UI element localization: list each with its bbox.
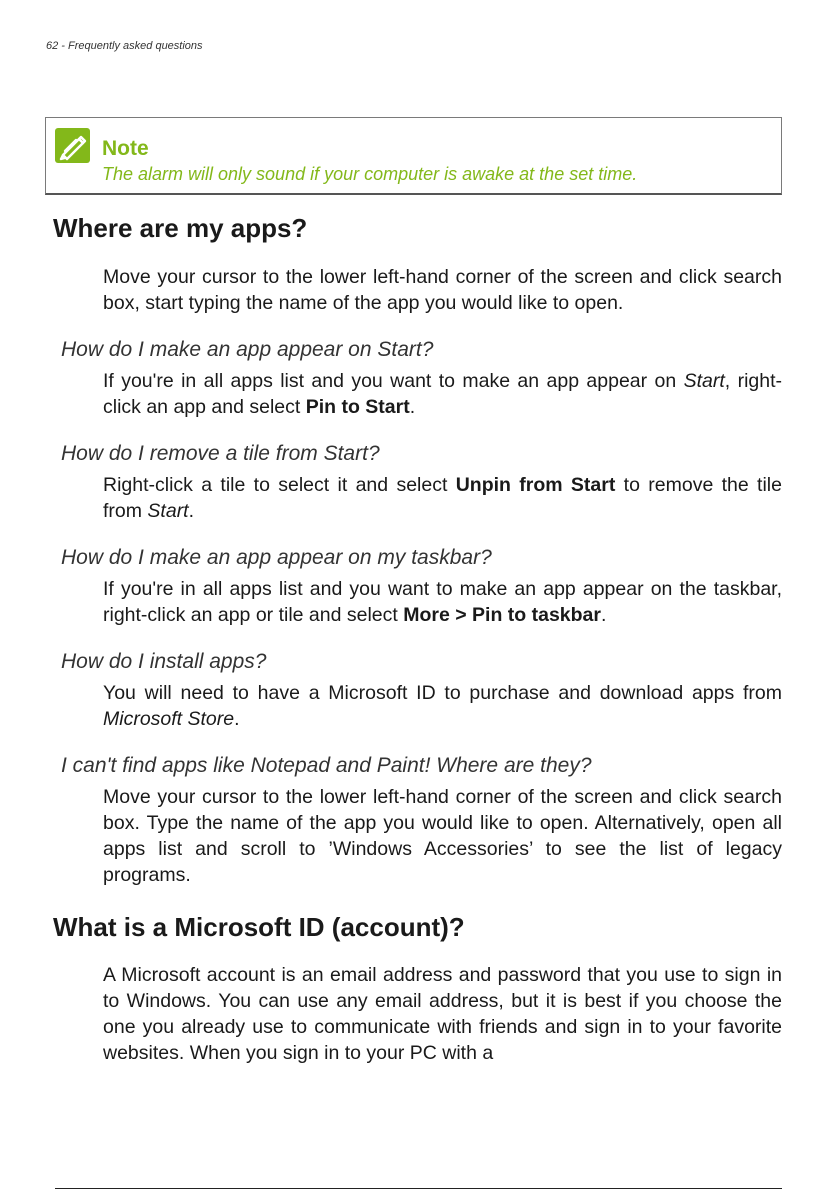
section-intro: A Microsoft account is an email address and password that you use to sign in to Windows. You can use any email address, but it is best if you choose the one you already use to communicate with friends and sign in to your favorite websites. When you sign in to your PC with a [103,964,782,1064]
footer-rule [55,1188,782,1189]
faq-answer: You will need to have a Microsoft ID to purchase and download apps from Microsoft Store. [103,682,782,730]
faq-answer: Right-click a tile to select it and select Unpin from Start to remove the tile from Start. [103,474,782,522]
faq-question: How do I remove a tile from Start? [61,442,380,465]
note-title: Note [102,137,149,160]
faq-question: I can't find apps like Notepad and Paint! Where are they? [61,754,592,777]
faq-answer: If you're in all apps list and you want to make an app appear on Start, right-click an app and select Pin to Start. [103,370,783,418]
running-head: 62 - Frequently asked questions [46,40,203,52]
note-box [45,117,782,195]
section-heading: What is a Microsoft ID (account)? [53,912,465,942]
faq-answer: If you're in all apps list and you want to make an app appear on the taskbar, right-click an app or tile and select More > Pin to taskbar. [103,578,782,626]
faq-question: How do I make an app appear on my taskbar? [61,546,492,569]
section-intro: Move your cursor to the lower left-hand corner of the screen and click search box, start typing the name of the app you would like to open. [103,266,782,314]
note-text: The alarm will only sound if your computer is awake at the set time. [102,164,638,184]
pencil-icon [55,128,90,163]
faq-answer: Move your cursor to the lower left-hand corner of the screen and click search box. Type the name of the app you would like to open. Alternatively, open all apps list and scroll to ’Windows Accessories’ to see the list of legacy programs. [103,786,782,886]
section-heading: Where are my apps? [53,213,308,243]
faq-question: How do I make an app appear on Start? [61,338,434,361]
faq-question: How do I install apps? [61,650,267,673]
